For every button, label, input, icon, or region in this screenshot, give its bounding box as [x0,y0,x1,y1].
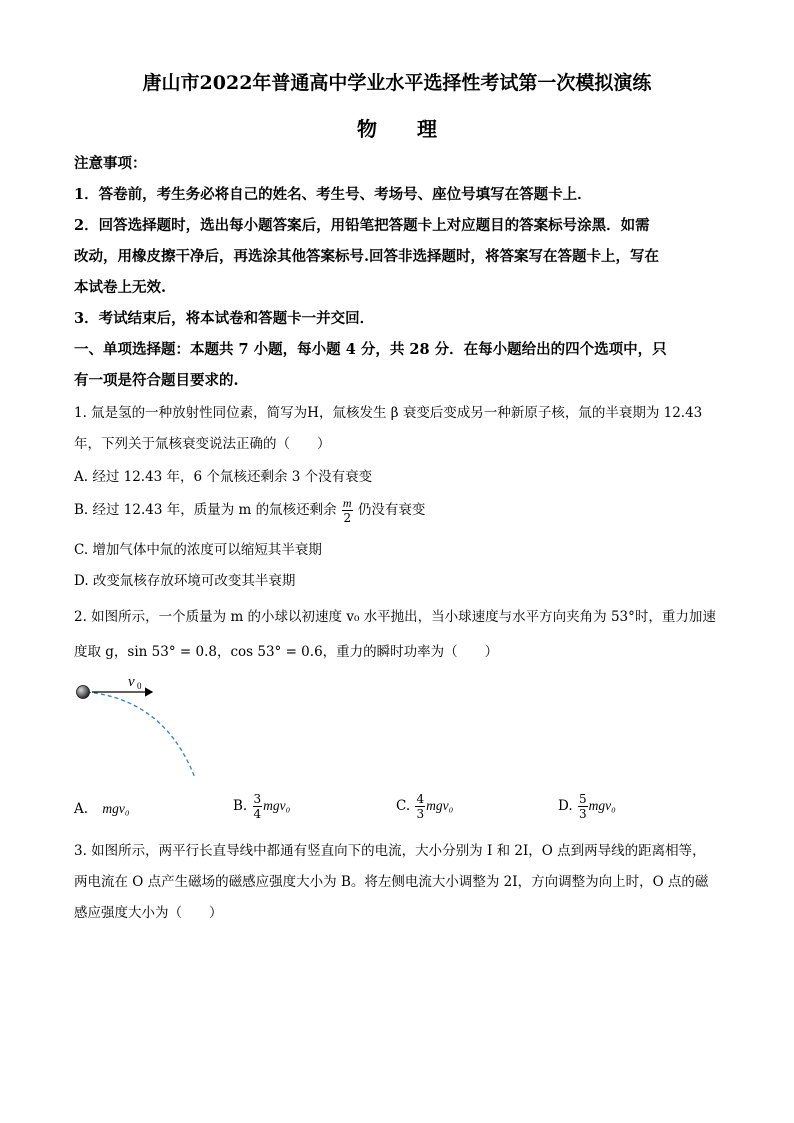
notice-heading: 注意事项： [74,155,147,172]
q2-option-d-tail: mgv₀ [588,798,616,813]
q2-option-c [396,792,453,821]
notice-item-2-line-3: 本试卷上无效. [74,279,167,296]
exam-title: 唐山市2022年普通高中学业水平选择性考试第一次模拟演练 [142,72,652,94]
q2-option-d-fraction [578,792,588,821]
q2-option-d-label: D. [558,798,573,814]
fraction-denominator: 2 [343,511,352,525]
fraction-denominator: 3 [416,807,425,821]
q2-stem-line-1: 2. 如图所示，一个质量为 m 的小球以初速度 v₀ 水平抛出，当小球速度与水平方向夹角为 53°时，重力加速 [74,609,716,625]
q2-option-a [74,801,130,817]
section-heading-line-2: 有一项是符合题目要求的. [74,372,239,389]
velocity-label: v [128,674,135,690]
q2-option-b-fraction [253,792,263,821]
notice-item-1: 1．答卷前，考生务必将自己的姓名、考生号、考场号、座位号填写在答题卡上． [74,186,592,203]
q1-option-b-fraction [342,496,353,525]
fraction-denominator: 4 [253,807,262,821]
q2-option-c-fraction [415,792,425,821]
notice-item-3: 3．考试结束后，将本试卷和答题卡一并交回． [74,310,375,327]
q2-stem-line-2: 度取 g，sin 53° = 0.8，cos 53° = 0.6，重力的瞬时功率为（ ） [74,644,499,660]
notice-item-2-line-2: 改动，用橡皮擦干净后，再选涂其他答案标号.回答非选择题时，将答案写在答题卡上，写在 [74,248,660,265]
velocity-label-subscript: 0 [137,681,142,691]
q3-stem-line-1: 3. 如图所示，两平行长直导线中都通有竖直向下的电流，大小分别为 I 和 2I，O 点到两导线的距离相等， [74,843,706,859]
q1-option-a: A. 经过 12.43 年，6 个氚核还剩余 3 个没有衰变 [74,469,373,485]
fraction-numerator: m [342,496,352,510]
section-heading-line-1: 一、单项选择题：本题共 7 小题，每小题 4 分，共 28 分．在每小题给出的四个选项中，只 [74,341,667,358]
fraction-numerator: 3 [253,792,262,806]
q2-option-b [233,792,290,821]
trajectory-curve [87,692,195,778]
ball-icon [77,686,90,699]
q1-option-d: D. 改变氚核存放环境可改变其半衰期 [74,573,296,589]
notice-item-2-line-1: 2．回答选择题时，选出每小题答案后，用铅笔把答题卡上对应题目的答案标号涂黑．如需 [74,217,650,234]
q3-stem-line-2: 两电流在 O 点产生磁场的磁感应强度大小为 B。将左侧电流大小调整为 2I，方向调整为向上时，O 点的磁 [74,874,709,890]
q2-option-d [558,792,616,821]
q2-option-b-label: B. [233,798,248,814]
q2-option-c-label: C. [396,798,411,814]
fraction-numerator: 5 [578,792,587,806]
q2-option-a-value: mgv₀ [102,801,130,816]
q1-option-c: C. 增加气体中氚的浓度可以缩短其半衰期 [74,542,322,558]
q2-option-b-tail: mgv₀ [263,798,291,813]
projectile-figure [70,672,210,782]
fraction-denominator: 3 [578,807,587,821]
q1-stem-line-2: 年，下列关于氚核衰变说法正确的（ ） [74,436,331,452]
q2-option-a-label: A. [74,801,89,817]
q1-option-b [74,496,425,525]
q1-option-b-tail: 仍没有衰变 [357,502,426,518]
subject-title: 物 理 [357,117,437,141]
q3-stem-line-3: 感应强度大小为（ ） [74,905,223,921]
fraction-numerator: 4 [416,792,425,806]
q2-option-c-tail: mgv₀ [426,798,454,813]
q1-option-b-text: B. 经过 12.43 年，质量为 m 的氚核还剩余 [74,502,337,518]
q1-stem-line-1: 1. 氚是氢的一种放射性同位素，简写为H，氚核发生 β 衰变后变成另一种新原子核，氚的半衰期为 12.43 [74,405,703,421]
